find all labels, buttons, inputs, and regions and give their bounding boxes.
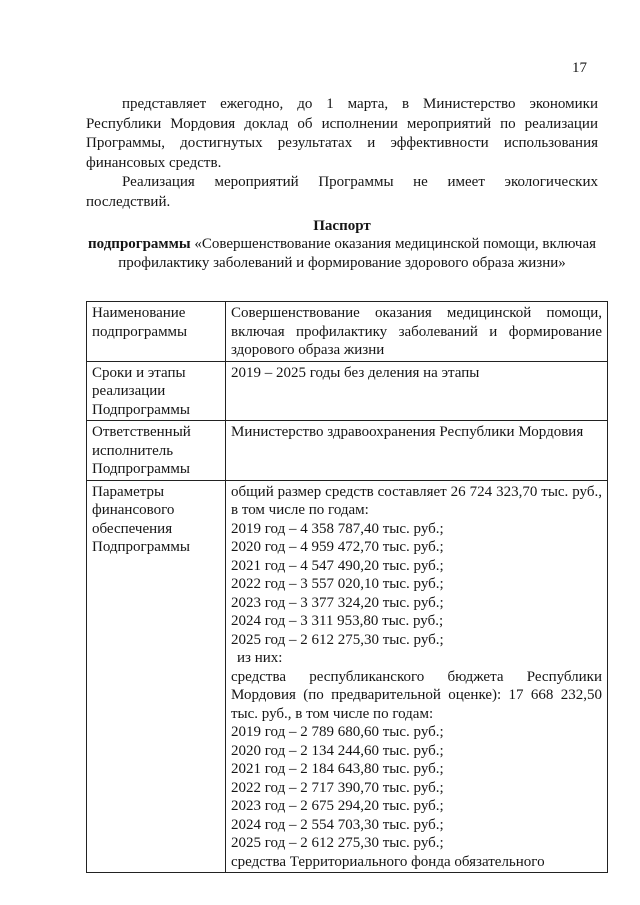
finance-republic-year: 2019 год – 2 789 680,60 тыс. руб.;	[231, 724, 444, 740]
table-row	[87, 480, 608, 873]
finance-territorial-fund: средства Территориального фонда обязательного	[231, 853, 545, 870]
finance-republic-year: 2025 год – 2 612 275,30 тыс. руб.;	[231, 835, 444, 851]
row-label: Наименование подпрограммы	[87, 302, 226, 362]
page-number: 17	[572, 60, 587, 76]
finance-total: общий размер средств составляет 26 724 323,70 тыс. руб., в том числе по годам:	[231, 483, 602, 518]
finance-republic-year: 2020 год – 2 134 244,60 тыс. руб.;	[231, 742, 444, 759]
table-row	[87, 302, 608, 362]
row-label: Параметры финансового обеспечения Подпрограммы	[87, 480, 226, 873]
passport-subtitle-rest: «Совершенствование оказания медицинской помощи, включая профилактику заболеваний и формирование здорового образа жизни»	[118, 236, 596, 271]
row-value: Министерство здравоохранения Республики Мордовия	[226, 421, 608, 481]
passport-subtitle	[86, 235, 598, 273]
row-label: Сроки и этапы реализации Подпрограммы	[87, 361, 226, 421]
finance-total-year: 2020 год – 4 959 472,70 тыс. руб.;	[231, 539, 444, 555]
finance-republic-year: 2023 год – 2 675 294,20 тыс. руб.;	[231, 798, 444, 814]
intro-text	[86, 95, 598, 212]
finance-total-year: 2024 год – 3 311 953,80 тыс. руб.;	[231, 613, 444, 629]
finance-total-year: 2021 год – 4 547 490,20 тыс. руб.;	[231, 557, 444, 574]
row-value: 2019 – 2025 годы без деления на этапы	[226, 361, 608, 421]
intro-paragraph-1: представляет ежегодно, до 1 марта, в Министерство экономики Республики Мордовия доклад об исполнении мероприятий по реализации Программы, достигнутых результатах и эффективности использования финансовых средств.	[86, 96, 598, 171]
row-value: Совершенствование оказания медицинской помощи, включая профилактику заболеваний и формирование здорового образа жизни	[226, 302, 608, 362]
passport-subtitle-bold: подпрограммы	[88, 236, 191, 252]
finance-total-year: 2022 год – 3 557 020,10 тыс. руб.;	[231, 576, 444, 592]
table-row	[87, 361, 608, 421]
finance-republic-year: 2021 год – 2 184 643,80 тыс. руб.;	[231, 761, 444, 777]
passport-title: Паспорт	[313, 218, 371, 234]
intro-paragraph-2: Реализация мероприятий Программы не имеет экологических последствий.	[86, 174, 598, 210]
finance-total-year: 2019 год – 4 358 787,40 тыс. руб.;	[231, 520, 444, 537]
finance-total-year: 2025 год – 2 612 275,30 тыс. руб.;	[231, 631, 444, 648]
finance-republic-budget: средства республиканского бюджета Республики Мордовия (по предварительной оценке): 17 668 232,50 тыс. руб., в том числе по годам:	[231, 668, 602, 722]
row-label: Ответственный исполнитель Подпрограммы	[87, 421, 226, 481]
table-row	[87, 421, 608, 481]
passport-table	[86, 301, 608, 873]
finance-republic-year: 2022 год – 2 717 390,70 тыс. руб.;	[231, 779, 444, 796]
finance-total-year: 2023 год – 3 377 324,20 тыс. руб.;	[231, 594, 444, 611]
finance-of-them: из них:	[237, 650, 283, 666]
finance-value	[226, 480, 608, 873]
finance-republic-year: 2024 год – 2 554 703,30 тыс. руб.;	[231, 816, 444, 833]
